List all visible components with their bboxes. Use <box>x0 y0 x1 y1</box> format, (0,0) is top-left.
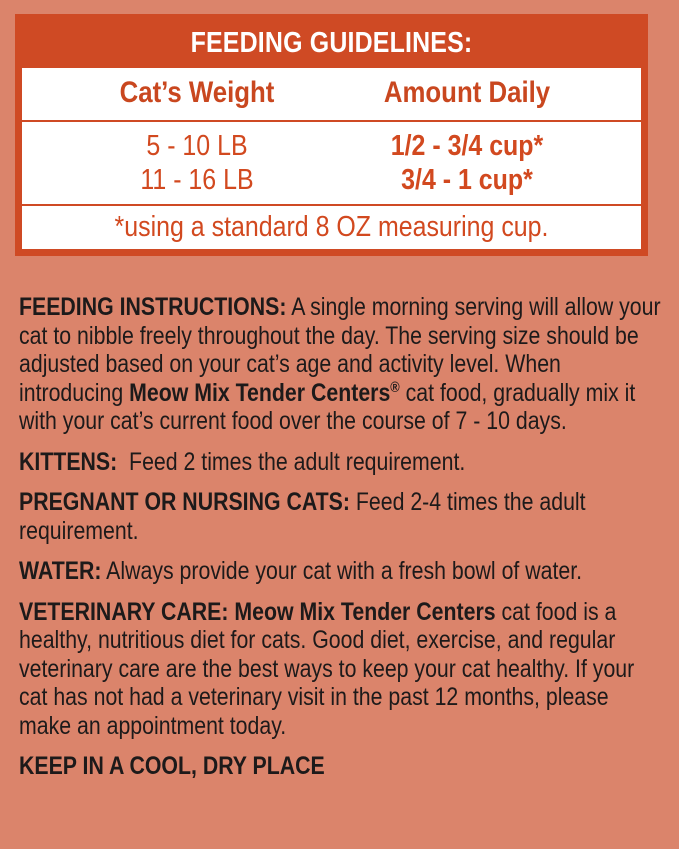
veterinary-care-body: cat food is a healthy, nutritious diet for cats. Good diet, exercise, and regular veterinary care are the best ways to keep your cat healthy. If your cat has not had a veterinary visit in the past 12 months, please make an appointment today. <box>19 597 635 740</box>
feeding-guidelines-table <box>15 14 648 256</box>
water-paragraph <box>19 557 667 586</box>
storage-label: KEEP IN A COOL, DRY PLACE <box>19 752 325 780</box>
kittens-paragraph <box>19 448 667 477</box>
pregnant-nursing-paragraph <box>19 488 667 545</box>
feeding-instructions-text <box>19 293 667 781</box>
pregnant-nursing-body: Feed 2-4 times the adult requirement. <box>19 488 586 545</box>
water-label: WATER: <box>19 557 102 585</box>
water-body: Always provide your cat with a fresh bowl of water. <box>101 557 583 585</box>
table-data-rows <box>22 122 641 206</box>
veterinary-care-label: VETERINARY CARE: <box>19 597 229 626</box>
feeding-instructions-label: FEEDING INSTRUCTIONS: <box>19 293 287 321</box>
feeding-guidelines-title: FEEDING GUIDELINES: <box>190 27 473 59</box>
feeding-instructions-body-2: cat food, gradually mix it with your cat’s current food over the course of 7 - 10 days. <box>19 378 636 435</box>
storage-paragraph <box>19 752 667 781</box>
feeding-instructions-paragraph <box>19 293 667 436</box>
registered-mark: ® <box>390 378 400 396</box>
kittens-label: KITTENS: <box>19 447 118 476</box>
amount-cell-row2: 3/4 - 1 cup* <box>401 164 533 196</box>
feeding-instructions-body-1: A single morning serving will allow your cat to nibble freely throughout the day. The serving size should be adjusted based on your cat’s age and activity level. When introducing <box>19 293 661 407</box>
column-header-weight: Cat’s Weight <box>119 76 275 109</box>
kittens-body: Feed 2 times the adult requirement. <box>117 447 466 476</box>
weight-cell-row2: 11 - 16 LB <box>140 164 254 196</box>
weight-cell-row1: 5 - 10 LB <box>146 130 248 162</box>
brand-name: Meow Mix Tender Centers <box>129 378 391 407</box>
veterinary-brand-name: Meow Mix Tender Centers <box>228 597 496 626</box>
measuring-cup-footnote: *using a standard 8 OZ measuring cup. <box>114 211 549 243</box>
guidelines-table-body <box>22 68 641 249</box>
veterinary-care-paragraph <box>19 598 667 741</box>
pregnant-nursing-label: PREGNANT OR NURSING CATS: <box>19 488 350 516</box>
table-header-row <box>22 68 641 122</box>
column-header-amount: Amount Daily <box>383 76 551 109</box>
amount-cell-row1: 1/2 - 3/4 cup* <box>390 130 544 162</box>
